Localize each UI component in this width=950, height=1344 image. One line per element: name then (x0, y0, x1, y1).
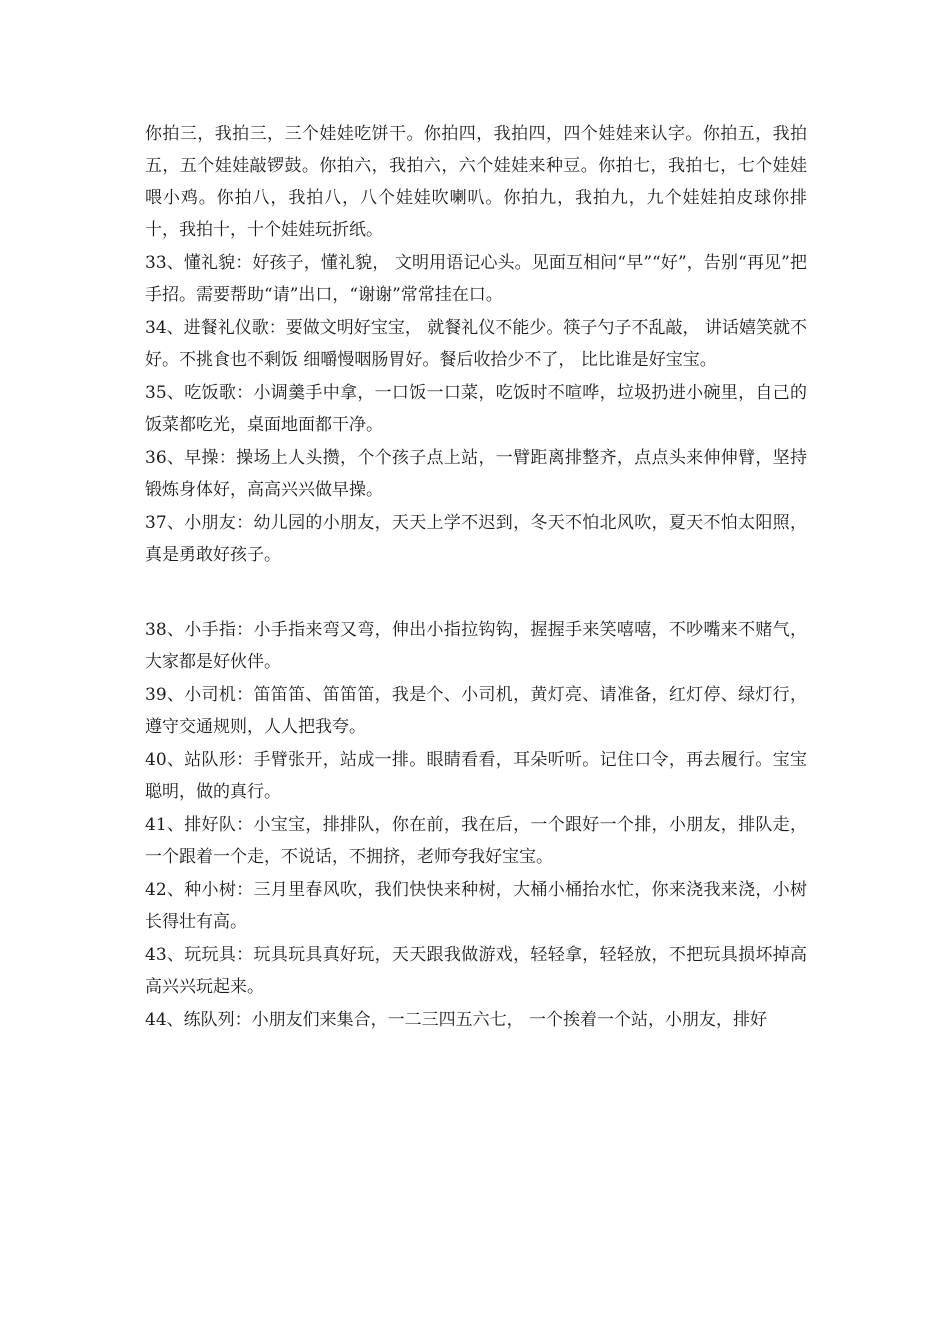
paragraph-33: 33、懂礼貌：好孩子，懂礼貌， 文明用语记心头。见面互相问“早”“好”，告别“再见”把手招。需要帮助“请”出口，“谢谢”常常挂在口。 (145, 253, 807, 305)
paragraph-44: 44、练队列：小朋友们来集合，一二三四五六七， 一个挨着一个站，小朋友，排好 (145, 1010, 768, 1030)
paragraph-43: 43、玩玩具：玩具玩具真好玩，天天跟我做游戏，轻轻拿，轻轻放，不把玩具损坏掉高高兴兴玩起来。 (145, 945, 807, 997)
paragraph-38: 38、小手指：小手指来弯又弯，伸出小指拉钩钩，握握手来笑嘻嘻，不吵嘴来不赌气，大家都是好伙伴。 (145, 620, 807, 672)
paragraph-35: 35、吃饭歌：小调羹手中拿，一口饭一口菜，吃饭时不喧哗，垃圾扔进小碗里，自己的饭菜都吃光，桌面地面都干净。 (145, 383, 807, 435)
paragraph-39: 39、小司机：笛笛笛、笛笛笛，我是个、小司机，黄灯亮、请准备，红灯停、绿灯行，遵守交通规则，人人把我夸。 (145, 685, 807, 737)
paragraph-42: 42、种小树：三月里春风吹，我们快快来种树，大桶小桶抬水忙，你来浇我来浇，小树长得壮有高。 (145, 880, 807, 932)
paragraph-34: 34、进餐礼仪歌：要做文明好宝宝， 就餐礼仪不能少。筷子勺子不乱敲， 讲话嬉笑就不好。不挑食也不剩饭 细嚼慢咽肠胃好。餐后收拾少不了， 比比谁是好宝宝。 (145, 318, 807, 370)
document-body (145, 118, 807, 1037)
paragraph-32-continued: 你拍三，我拍三，三个娃娃吃饼干。你拍四，我拍四，四个娃娃来认字。你拍五，我拍五，五个娃娃敲锣鼓。你拍六，我拍六，六个娃娃来种豆。你拍七，我拍七，七个娃娃喂小鸡。你拍八，我拍八，八个娃娃吹喇叭。你拍九，我拍九，九个娃娃拍皮球你排十，我拍十，十个娃娃玩折纸。 (145, 124, 807, 240)
paragraph-41: 41、排好队：小宝宝，排排队，你在前，我在后，一个跟好一个排，小朋友，排队走，一个跟着一个走，不说话，不拥挤，老师夸我好宝宝。 (145, 815, 807, 867)
paragraph-36: 36、早操：操场上人头攒，个个孩子点上站，一臂距离排整齐，点点头来伸伸臂，坚持锻炼身体好，高高兴兴做早操。 (145, 448, 807, 500)
paragraph-40: 40、站队形：手臂张开，站成一排。眼睛看看，耳朵听听。记住口令，再去履行。宝宝聪明，做的真行。 (145, 750, 807, 802)
paragraph-37: 37、小朋友：幼儿园的小朋友，天天上学不迟到，冬天不怕北风吹，夏天不怕太阳照，真是勇敢好孩子。 (145, 513, 807, 565)
blank-line (145, 572, 807, 614)
